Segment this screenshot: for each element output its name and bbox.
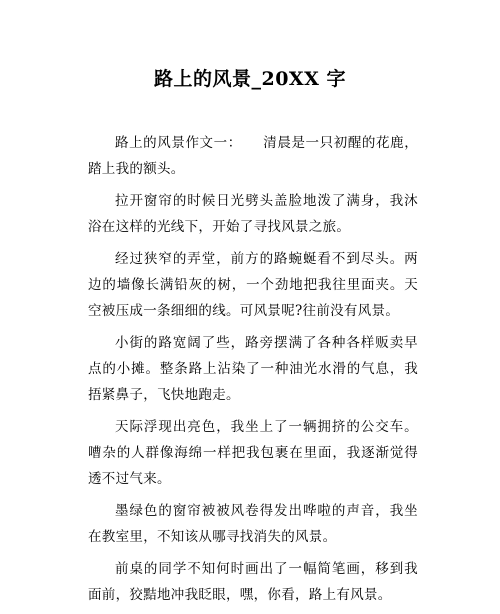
paragraph: 天际浮现出亮色，我坐上了一辆拥挤的公交车。嘈杂的人群像海绵一样把我包裹在里面，我逐渐觉得透不过气来。 <box>88 419 418 487</box>
paragraph: 小街的路宽阔了些，路旁摆满了各种各样贩卖早点的小摊。整条路上沾染了一种油光水滑的气息，我捂紧鼻子，飞快地跑走。 <box>88 335 418 403</box>
paragraph: 前桌的同学不知何时画出了一幅简笔画，移到我面前，狡黠地冲我眨眼，嘿，你看，路上有风景。 <box>88 561 418 603</box>
document-title: 路上的风景_20XX 字 <box>153 68 347 90</box>
paragraph: 墨绿色的窗帘被被风卷得发出哗啦的声音，我坐在教室里，不知该从哪寻找消失的风景。 <box>88 503 418 545</box>
paragraph: 路上的风景作文一： 清晨是一只初醒的花鹿，踏上我的额头。 <box>88 135 418 177</box>
document-body <box>88 130 418 614</box>
paragraph: 拉开窗帘的时候日光劈头盖脸地泼了满身，我沐浴在这样的光线下，开始了寻找风景之旅。 <box>88 193 418 235</box>
paragraph: 经过狭窄的弄堂，前方的路蜿蜒看不到尽头。两边的墙像长满铅灰的树，一个劲地把我往里面夹。天空被压成一条细细的线。可风景呢?往前没有风景。 <box>88 251 418 319</box>
